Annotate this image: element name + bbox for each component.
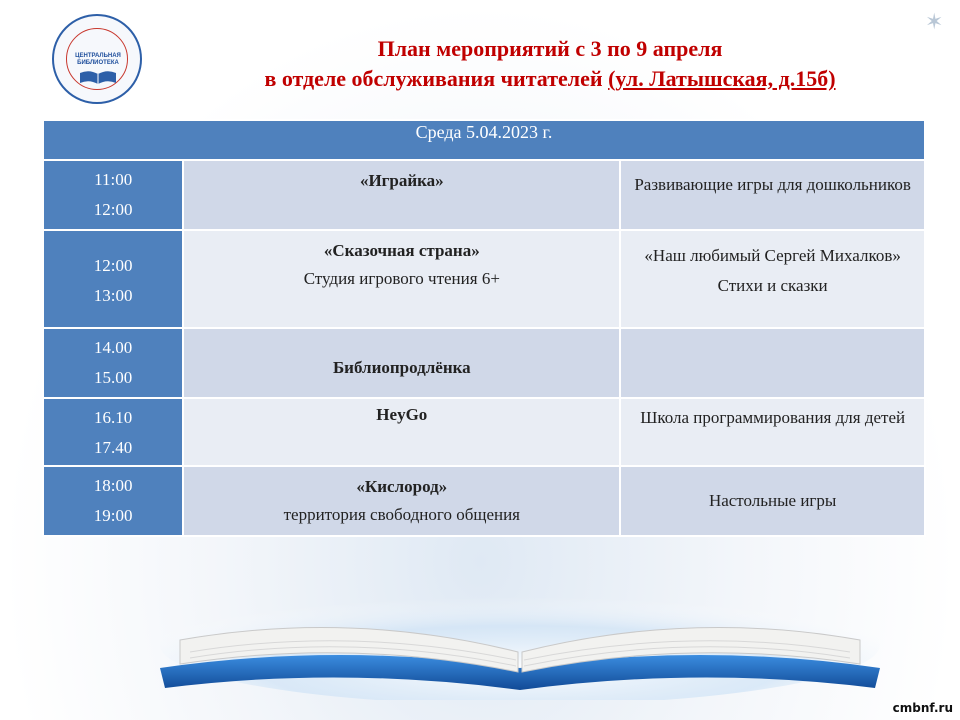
title-address: (ул. Латышская, д.15б) [608,66,836,91]
time-end: 12:00 [93,200,133,219]
time-end: 19:00 [93,506,133,525]
schedule-header-row [43,120,925,160]
open-book-illustration [150,590,890,700]
logo-text-line2: БИБЛИОТЕКА [77,60,119,66]
decorative-star-icon: ✶ [925,10,944,35]
time-start: 14.00 [94,338,133,357]
description-cell [620,466,925,536]
event-subtitle: Студия игрового чтения 6+ [303,269,500,288]
description-cell [620,328,925,398]
event-description-sub: Стихи и сказки [717,276,828,295]
event-cell [183,160,620,230]
time-cell [43,160,183,230]
event-description: Настольные игры [708,490,837,510]
event-title: HeyGo [376,405,428,424]
event-description: «Наш любимый Сергей Михалков» [644,246,901,265]
event-description: Школа программирования для детей [640,408,906,427]
time-end: 15.00 [94,368,133,387]
time-start: 18:00 [93,476,133,495]
schedule-row [43,328,925,398]
description-cell [620,160,925,230]
time-cell [43,466,183,536]
event-cell [183,328,620,398]
event-title: «Кислород» [356,477,448,496]
event-cell [183,398,620,466]
logo-ring [66,28,128,90]
schedule-day-header: Среда 5.04.2023 г. [43,120,925,160]
library-logo [52,14,142,104]
event-title: «Сказочная страна» [323,241,480,260]
event-title: «Играйка» [359,171,444,190]
title-line2 [150,64,950,94]
time-start: 11:00 [94,170,133,189]
schedule-table [42,119,926,537]
time-cell [43,230,183,328]
schedule-row [43,398,925,466]
logo-text [67,53,129,88]
schedule-row [43,230,925,328]
watermark: cmbnf.ru [890,700,956,716]
logo-book-icon [78,69,118,85]
description-cell [620,230,925,328]
event-cell [183,230,620,328]
time-end: 17.40 [94,438,133,457]
title-line2-prefix: в отделе обслуживания читателей [264,66,609,91]
event-cell [183,466,620,536]
time-cell [43,398,183,466]
schedule-row [43,466,925,536]
event-description: Развивающие игры для дошкольников [634,175,911,194]
title-line1: План мероприятий с 3 по 9 апреля [377,36,723,61]
time-start: 12:00 [93,256,133,275]
logo-text-line1: ЦЕНТРАЛЬНАЯ [75,53,121,59]
event-subtitle: территория свободного общения [283,505,520,524]
schedule-row [43,160,925,230]
event-title: Библиопродлёнка [332,357,471,377]
description-cell [620,398,925,466]
time-cell [43,328,183,398]
page-title [150,34,950,94]
time-end: 13:00 [93,286,133,305]
time-start: 16.10 [94,408,133,427]
